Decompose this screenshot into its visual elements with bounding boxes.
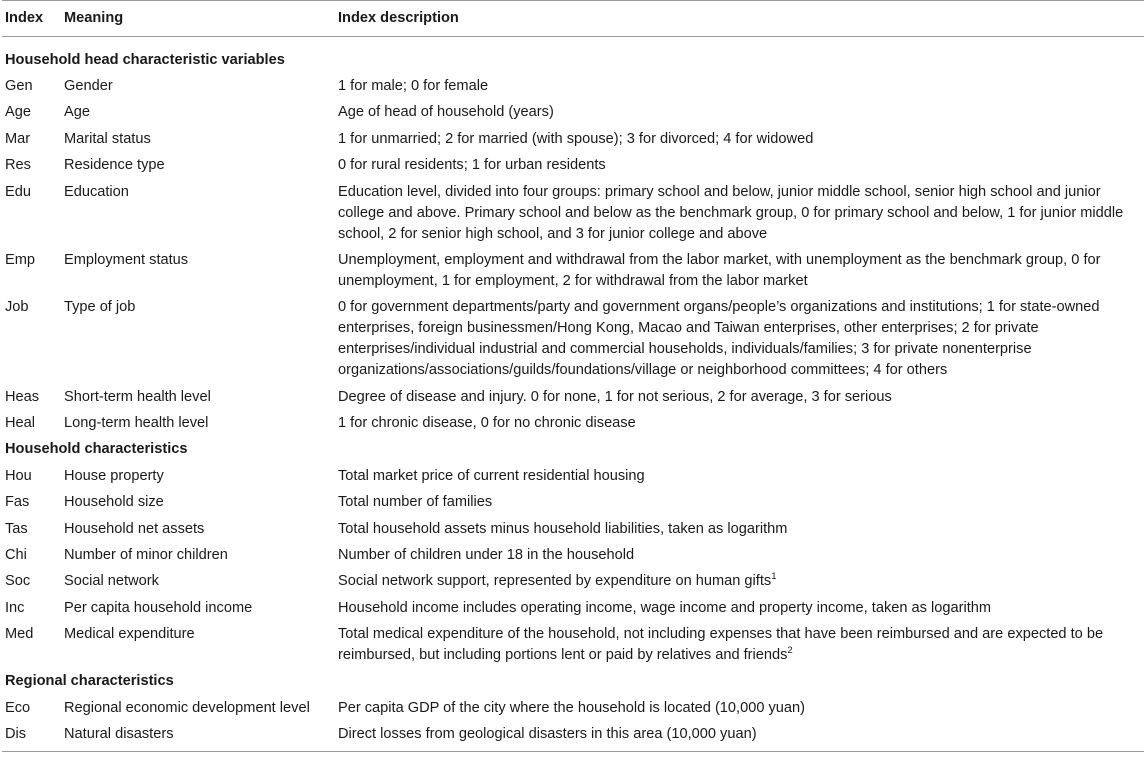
cell-description <box>338 76 1144 97</box>
footnote-marker: 2 <box>787 645 793 657</box>
header-index: Index <box>5 10 44 26</box>
cell-description <box>338 250 1144 292</box>
cell-index: Med <box>5 626 34 643</box>
table-row <box>0 100 1146 126</box>
cell-index: Eco <box>5 699 31 716</box>
section-heading: Household characteristics <box>5 441 188 458</box>
cell-index: Inc <box>5 599 25 616</box>
cell-index: Gen <box>5 78 33 95</box>
description-text: Age of head of household (years) <box>338 104 554 121</box>
description-text: Total medical expenditure of the household, not including expenses that have been reimbursed and are expected to be reimbursed, but including portions lent or paid by relatives and friends <box>338 626 1104 664</box>
cell-meaning: Type of job <box>64 299 136 316</box>
table-row <box>0 621 1146 668</box>
cell-index: Edu <box>5 183 31 200</box>
description-text: 1 for unmarried; 2 for married (with spouse); 3 for divorced; 4 for widowed <box>338 130 814 147</box>
cell-description <box>338 571 1144 592</box>
section-heading: Household head characteristic variables <box>5 51 285 68</box>
table-row <box>0 516 1146 542</box>
description-text: 0 for government departments/party and government organs/people’s organizations and institutions; 1 for state-owned enterprises, foreign businessmen/Hong Kong, Macao and Taiwan enterprises, other enterprises; 2 for private enterprises/individual industrial and commercial households, individuals/families; 3 for private nonenterprise organizations/associations/guilds/foundations/village or neighborhood committees; 4 for others <box>338 299 1100 379</box>
cell-index: Heal <box>5 415 36 432</box>
table-row <box>0 695 1146 721</box>
header-meaning: Meaning <box>64 10 124 26</box>
cell-meaning: Employment status <box>64 251 189 268</box>
cell-description <box>338 182 1144 245</box>
table-row <box>0 153 1146 179</box>
cell-index: Tas <box>5 520 28 537</box>
cell-index: Dis <box>5 726 27 743</box>
cell-index: Res <box>5 157 31 174</box>
table-row <box>0 247 1146 294</box>
cell-meaning: Number of minor children <box>64 546 228 563</box>
cell-description <box>338 297 1144 381</box>
cell-description <box>338 519 1144 540</box>
cell-meaning: Education <box>64 183 129 200</box>
cell-description <box>338 698 1144 719</box>
description-text: Total market price of current residential housing <box>338 467 645 484</box>
table-row <box>0 569 1146 595</box>
description-text: Per capita GDP of the city where the household is located (10,000 yuan) <box>338 699 806 716</box>
cell-description <box>338 102 1144 123</box>
table-row <box>0 463 1146 489</box>
description-text: Total household assets minus household liabilities, taken as logarithm <box>338 520 788 537</box>
cell-meaning: Social network <box>64 573 159 590</box>
table-row <box>0 542 1146 568</box>
description-text: Total number of families <box>338 494 493 511</box>
cell-meaning: Medical expenditure <box>64 626 195 643</box>
cell-meaning: Marital status <box>64 130 151 147</box>
table-row <box>0 73 1146 99</box>
cell-meaning: Household size <box>64 494 164 511</box>
bottom-rule <box>2 751 1144 752</box>
table-header <box>0 1 1146 36</box>
description-text: Number of children under 18 in the household <box>338 546 635 563</box>
cell-description <box>338 155 1144 176</box>
cell-description <box>338 129 1144 150</box>
description-text: Household income includes operating income, wage income and property income, taken as logarithm <box>338 599 992 616</box>
table-body <box>0 47 1146 748</box>
cell-description <box>338 466 1144 487</box>
cell-description <box>338 413 1144 434</box>
cell-index: Heas <box>5 388 40 405</box>
cell-description <box>338 492 1144 513</box>
description-text: Social network support, represented by expenditure on human gifts <box>338 573 772 590</box>
cell-meaning: Short-term health level <box>64 388 211 405</box>
description-text: 0 for rural residents; 1 for urban residents <box>338 157 606 174</box>
footnote-marker: 1 <box>771 571 777 583</box>
description-text: Direct losses from geological disasters in this area (10,000 yuan) <box>338 726 757 743</box>
cell-meaning: Regional economic development level <box>64 699 310 716</box>
table-row <box>0 384 1146 410</box>
cell-meaning: Residence type <box>64 157 165 174</box>
table-row <box>0 595 1146 621</box>
table-row <box>0 490 1146 516</box>
table-row <box>0 295 1146 384</box>
cell-description <box>338 724 1144 745</box>
table-row <box>0 179 1146 247</box>
cell-index: Hou <box>5 467 32 484</box>
cell-index: Mar <box>5 130 31 147</box>
cell-description <box>338 545 1144 566</box>
table-row <box>0 722 1146 748</box>
cell-meaning: Household net assets <box>64 520 205 537</box>
table-row <box>0 410 1146 436</box>
table-row <box>0 126 1146 152</box>
cell-index: Soc <box>5 573 31 590</box>
header-rule <box>2 36 1144 37</box>
cell-meaning: Age <box>64 104 90 121</box>
description-text: Unemployment, employment and withdrawal from the labor market, with unemployment as the benchmark group, 0 for unemployment, 1 for employment, 2 for withdrawal from the labor market <box>338 251 1101 289</box>
cell-meaning: House property <box>64 467 164 484</box>
cell-index: Emp <box>5 251 36 268</box>
cell-description <box>338 598 1144 619</box>
cell-meaning: Long-term health level <box>64 415 209 432</box>
cell-meaning: Natural disasters <box>64 726 174 743</box>
cell-index: Fas <box>5 494 30 511</box>
cell-index: Job <box>5 299 29 316</box>
cell-meaning: Per capita household income <box>64 599 253 616</box>
cell-meaning: Gender <box>64 78 113 95</box>
cell-description <box>338 387 1144 408</box>
description-text: Degree of disease and injury. 0 for none, 1 for not serious, 2 for average, 3 for serious <box>338 388 892 405</box>
cell-index: Chi <box>5 546 27 563</box>
description-text: 1 for chronic disease, 0 for no chronic disease <box>338 415 636 432</box>
section-heading: Regional characteristics <box>5 673 174 690</box>
header-description: Index description <box>338 10 459 26</box>
cell-index: Age <box>5 104 31 121</box>
description-text: Education level, divided into four groups: primary school and below, junior middle school, senior high school and junior college and above. Primary school and below as the benchmark group, 0 for primary school and below, 1 for junior middle school, 2 for senior high school, and 3 for junior college and above <box>338 183 1124 242</box>
description-text: 1 for male; 0 for female <box>338 78 489 95</box>
cell-description <box>338 624 1144 666</box>
